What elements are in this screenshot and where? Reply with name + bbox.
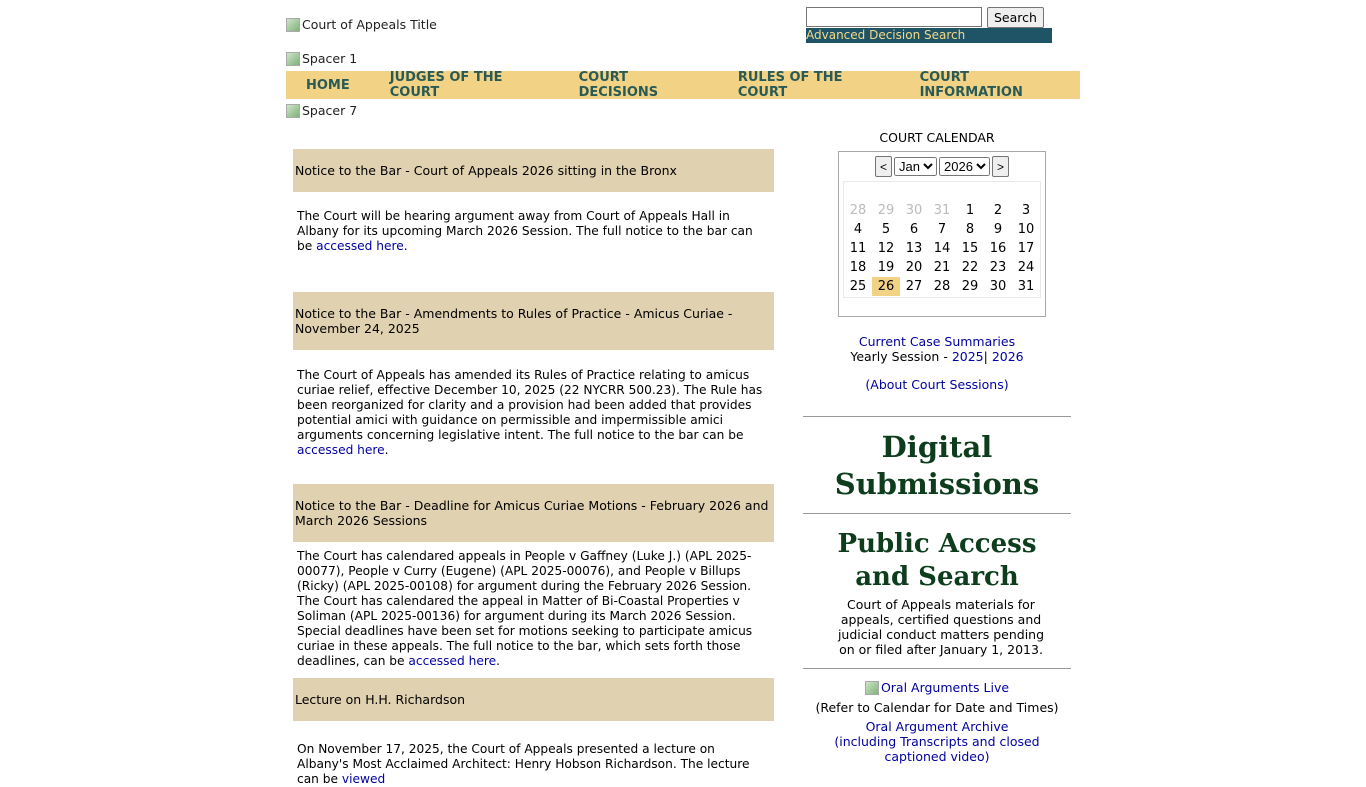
public-access-description: Court of Appeals materials for appeals, certified questions and judicial conduct matters pending on or filed after January 1, 2013.: [837, 597, 1045, 657]
calendar-day[interactable]: 13: [905, 241, 923, 256]
article-link[interactable]: viewed: [341, 772, 386, 786]
spacer-alt: Spacer 1: [302, 51, 358, 66]
calendar-day-outside: 29: [877, 203, 895, 218]
yearly-session-label: Yearly Session -: [850, 349, 952, 364]
article-body: [293, 742, 771, 787]
calendar-day[interactable]: 14: [933, 241, 951, 256]
title-alt-text: Court of Appeals Title: [302, 17, 437, 32]
calendar-day[interactable]: 16: [989, 241, 1007, 256]
public-access-link[interactable]: [803, 528, 1071, 594]
oral-note: (Refer to Calendar for Date and Times): [815, 700, 1059, 715]
digital-line1: Digital: [881, 430, 993, 464]
oral-live-text: Oral Arguments Live: [880, 680, 1010, 695]
broken-image-icon: [286, 104, 300, 118]
calendar-day[interactable]: 3: [1021, 203, 1031, 218]
article-text: On November 17, 2025, the Court of Appeals presented a lecture on Albany's Most Acclaimed Architect: Henry Hobson Richardson. The lecture can be: [297, 742, 750, 786]
broken-image-icon: [865, 681, 879, 695]
article-link[interactable]: accessed here: [297, 443, 385, 457]
digital-submissions-link[interactable]: [803, 429, 1071, 503]
nav-home[interactable]: HOME: [306, 77, 350, 93]
court-title-image: [286, 17, 437, 32]
calendar-day-outside: 30: [905, 203, 923, 218]
calendar-grid: [843, 181, 1041, 298]
digital-line2: Submissions: [834, 467, 1040, 501]
calendar-day[interactable]: 24: [1017, 260, 1035, 275]
nav-rules[interactable]: RULES OF THE COURT: [737, 70, 843, 100]
spacer-1-image: [286, 51, 357, 66]
article-title: Lecture on H.H. Richardson: [293, 678, 774, 721]
calendar-day[interactable]: 2: [993, 203, 1003, 218]
divider: [803, 668, 1071, 669]
calendar-day[interactable]: 27: [905, 279, 923, 294]
court-calendar: [838, 151, 1046, 317]
case-summaries-block: [803, 334, 1071, 364]
year-select[interactable]: [939, 157, 990, 176]
calendar-day[interactable]: 15: [961, 241, 979, 256]
spacer-alt: Spacer 7: [302, 103, 358, 118]
next-month-button[interactable]: >: [992, 156, 1009, 177]
calendar-day-outside: 28: [849, 203, 867, 218]
broken-image-icon: [286, 18, 300, 32]
calendar-day[interactable]: 31: [1017, 279, 1035, 294]
article-body: [293, 368, 771, 458]
month-select[interactable]: [894, 157, 937, 176]
calendar-day[interactable]: 29: [961, 279, 979, 294]
separator: |: [983, 349, 988, 364]
calendar-day[interactable]: 11: [849, 241, 867, 256]
calendar-day[interactable]: 19: [877, 260, 895, 275]
article-title: Notice to the Bar - Deadline for Amicus Curiae Motions - February 2026 and March 2026 Sessions: [293, 484, 774, 542]
calendar-day-today[interactable]: 26: [872, 277, 900, 296]
nav-court-information[interactable]: COURT INFORMATION: [919, 70, 1023, 100]
calendar-day[interactable]: 17: [1017, 241, 1035, 256]
search-input[interactable]: [806, 7, 982, 27]
calendar-day[interactable]: 1: [965, 203, 975, 218]
article-link[interactable]: accessed here: [316, 239, 404, 253]
calendar-day[interactable]: 12: [877, 241, 895, 256]
divider: [803, 416, 1071, 417]
advanced-decision-search-link[interactable]: Advanced Decision Search: [806, 28, 1052, 43]
article-body: [293, 549, 771, 669]
article-after: .: [403, 239, 408, 253]
calendar-day[interactable]: 21: [933, 260, 951, 275]
spacer-7-image: [286, 103, 357, 118]
archive-line1: Oral Argument Archive: [865, 719, 1009, 734]
search-button[interactable]: Search: [987, 7, 1044, 28]
main-nav: [286, 71, 1080, 99]
calendar-day[interactable]: 9: [993, 222, 1003, 237]
prev-month-button[interactable]: <: [875, 156, 892, 177]
divider: [803, 513, 1071, 514]
about-court-sessions-link[interactable]: (About Court Sessions): [865, 377, 1009, 392]
calendar-day-outside: 31: [933, 203, 951, 218]
article-title: Notice to the Bar - Amendments to Rules of Practice - Amicus Curiae - November 24, 2025: [293, 292, 774, 350]
calendar-day[interactable]: 22: [961, 260, 979, 275]
article-body: [293, 209, 771, 254]
calendar-day[interactable]: 20: [905, 260, 923, 275]
calendar-day[interactable]: 28: [933, 279, 951, 294]
article-link[interactable]: accessed here: [408, 654, 497, 668]
article-after: .: [384, 443, 389, 457]
calendar-day[interactable]: 18: [849, 260, 867, 275]
calendar-day[interactable]: 10: [1017, 222, 1035, 237]
nav-court-decisions[interactable]: COURT DECISIONS: [578, 70, 659, 100]
calendar-day[interactable]: 23: [989, 260, 1007, 275]
public-line2: and Search: [855, 562, 1019, 592]
calendar-day[interactable]: 30: [989, 279, 1007, 294]
current-case-summaries-link[interactable]: Current Case Summaries: [858, 334, 1016, 349]
nav-judges[interactable]: JUDGES OF THE COURT: [389, 70, 503, 100]
calendar-day[interactable]: 6: [909, 222, 919, 237]
calendar-day[interactable]: 5: [881, 222, 891, 237]
calendar-day[interactable]: 7: [937, 222, 947, 237]
session-2025-link[interactable]: 2025: [951, 349, 984, 364]
article-text: The Court has calendared appeals in People v Gaffney (Luke J.) (APL 2025-00077), People v Curry (Eugene) (APL 2025-00076), and People v Billups (Ricky) (APL 2025-00108) for argument during the February 2026 Session. The Court has calendared the appeal in Matter of Bi-Coastal Properties v Soliman (APL 2025-00136) for argument during its March 2026 Session. Special deadlines have been set for motions seeking to participate amicus curiae in these appeals. The full notice to the bar, which sets forth those deadlines, can be: [297, 549, 753, 668]
session-2026-link[interactable]: 2026: [991, 349, 1024, 364]
article-title: Notice to the Bar - Court of Appeals 2026 sitting in the Bronx: [293, 149, 774, 192]
public-line1: Public Access: [837, 529, 1037, 559]
oral-argument-archive-link[interactable]: [803, 719, 1071, 764]
calendar-title: COURT CALENDAR: [879, 130, 995, 145]
article-text: The Court will be hearing argument away from Court of Appeals Hall in Albany for its upcoming March 2026 Session. The full notice to the bar can be: [297, 209, 753, 253]
article-text: The Court of Appeals has amended its Rules of Practice relating to amicus curiae relief, effective December 10, 2025 (22 NYCRR 500.23). The Rule has been reorganized for clarity and a provision had been added that provides potential amici with guidance on permissible and impermissible amici arguments concerning legislative intent. The full notice to the bar can be: [297, 368, 763, 442]
calendar-day[interactable]: 4: [853, 222, 863, 237]
archive-line2: (including Transcripts and closed captioned video): [834, 734, 1040, 764]
broken-image-icon: [286, 52, 300, 66]
calendar-day[interactable]: 25: [849, 279, 867, 294]
calendar-day[interactable]: 8: [965, 222, 975, 237]
oral-arguments-live-link[interactable]: [803, 680, 1071, 695]
article-after: .: [496, 654, 500, 668]
